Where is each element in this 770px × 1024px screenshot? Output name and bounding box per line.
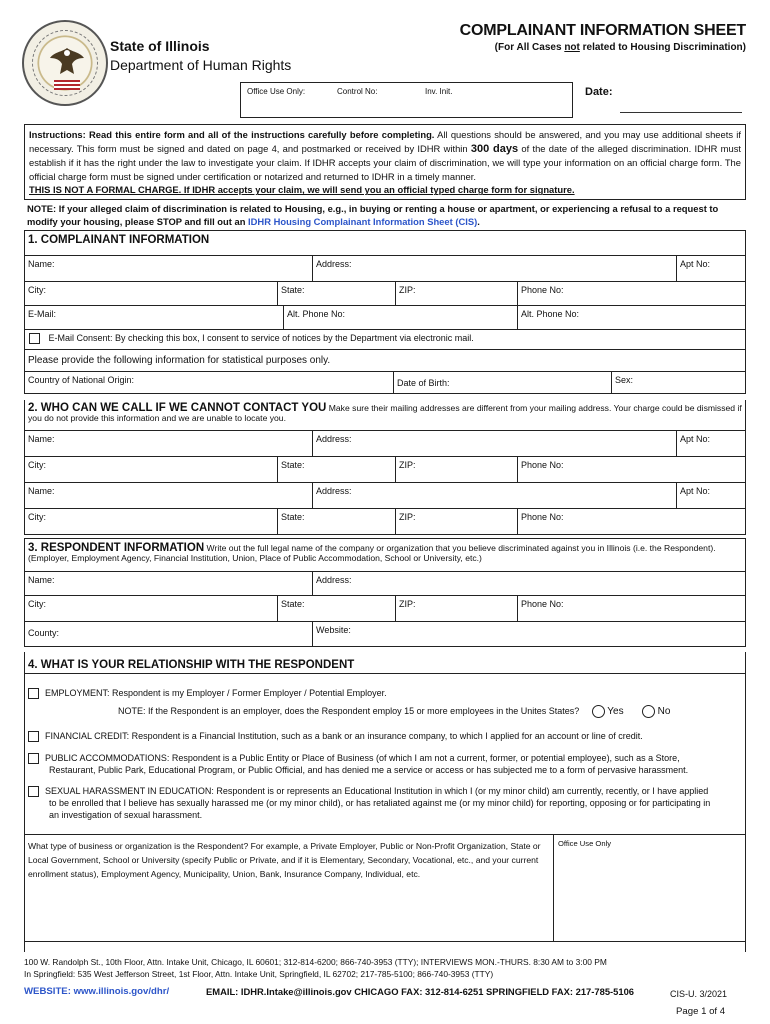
- section-1-grid: [24, 255, 746, 394]
- form-row: [25, 256, 745, 282]
- section-4-header: 4. WHAT IS YOUR RELATIONSHIP WITH THE RESPONDENT: [25, 652, 745, 674]
- financial-option: FINANCIAL CREDIT: Respondent is a Financial Institution, such as a bank or an insurance company, to which I applied for an account or line of credit.: [28, 730, 748, 742]
- respondent-name-field[interactable]: Name:: [28, 575, 55, 585]
- sexual-harassment-checkbox[interactable]: [28, 786, 39, 797]
- form-row: [25, 282, 745, 306]
- form-row: [25, 431, 745, 457]
- form-subtitle: (For All Cases not related to Housing Discrimination): [494, 42, 746, 53]
- dob-field[interactable]: Date of Birth:: [393, 372, 611, 393]
- employment-checkbox[interactable]: [28, 688, 39, 699]
- email-consent-checkbox[interactable]: [29, 333, 40, 344]
- respondent-zip-field[interactable]: ZIP:: [395, 596, 517, 621]
- sex-field[interactable]: Sex:: [611, 372, 746, 393]
- national-origin-field[interactable]: Country of National Origin:: [28, 375, 135, 385]
- form-title: COMPLAINANT INFORMATION SHEET: [459, 22, 746, 39]
- respondent-county-field[interactable]: County:: [28, 628, 60, 638]
- form-row: [25, 596, 745, 622]
- form-row: [25, 457, 745, 483]
- housing-cis-link[interactable]: IDHR Housing Complainant Information Sheet (CIS): [248, 216, 478, 227]
- section-1-header: 1. COMPLAINANT INFORMATION: [24, 230, 746, 258]
- state-field[interactable]: State:: [277, 282, 395, 305]
- section-3-header: 3. RESPONDENT INFORMATION Write out the full legal name of the company or organization that you believe discriminated against you in Illinois (i.e. the Respondent). (Employer, Employment Agency, Financial Institution, Union, Place of Public Accommodation, School or University, etc.): [25, 539, 745, 572]
- respondent-website-field[interactable]: Website:: [312, 622, 746, 646]
- office-use-label: Office Use Only:: [247, 87, 306, 96]
- form-id: CIS-U. 3/2021: [670, 989, 728, 999]
- website-link[interactable]: WEBSITE: www.illinois.gov/dhr/: [24, 986, 170, 997]
- section-2: [24, 400, 746, 535]
- sexual-harassment-option: SEXUAL HARASSMENT IN EDUCATION: Respondent is or represents an Educational Institution in which I (or my minor child) am currently, recently, or I have applied to be enrolled that I believe has sexually harassed me (or my minor child), or has retaliated against me (or my minor child) for reporting, opposing or for participating in an investigation of sexual harassment.: [28, 785, 748, 821]
- state-name: State of Illinois: [110, 38, 210, 54]
- employment-option: EMPLOYMENT: Respondent is my Employer / Former Employer / Potential Employer.: [28, 687, 748, 699]
- form-row: [25, 483, 745, 509]
- contact-info: EMAIL: IDHR.Intake@illinois.gov CHICAGO FAX: 312-814-6251 SPRINGFIELD FAX: 217-785-5106: [206, 986, 635, 997]
- statistical-intro: Please provide the following information for statistical purposes only.: [28, 355, 331, 366]
- employment-note: NOTE: If the Respondent is an employer, does the Respondent employ 15 or more employees in the Unites States? Yes No: [118, 706, 671, 717]
- contact1-name-field[interactable]: Name:: [28, 434, 55, 444]
- office-use-only-box: Office Use Only: [553, 835, 745, 941]
- business-type-box: [24, 834, 746, 942]
- form-row: [25, 622, 745, 647]
- yes-radio[interactable]: [592, 705, 605, 718]
- not-formal-charge-notice: THIS IS NOT A FORMAL CHARGE. If IDHR accepts your claim, we will send you an official typed charge form for signature.: [29, 184, 575, 196]
- contact1-phone-field[interactable]: Phone No:: [517, 457, 746, 482]
- address-field[interactable]: Address:: [312, 256, 676, 281]
- yes-label: Yes: [607, 706, 624, 717]
- inv-init-label: Inv. Init.: [425, 87, 453, 96]
- name-field[interactable]: Name:: [28, 259, 55, 269]
- no-label: No: [657, 706, 671, 717]
- financial-checkbox[interactable]: [28, 731, 39, 742]
- contact1-apt-field[interactable]: Apt No:: [676, 431, 746, 456]
- alt-phone-field[interactable]: Alt. Phone No:: [283, 306, 517, 329]
- form-row: [25, 509, 745, 535]
- apt-field[interactable]: Apt No:: [676, 256, 746, 281]
- contact2-state-field[interactable]: State:: [277, 509, 395, 534]
- zip-field[interactable]: ZIP:: [395, 282, 517, 305]
- instructions-box: Instructions: Read this entire form and all of the instructions carefully before completing. All questions should be answered, and you may use additional sheets if necessary. This form must be signed and dated on page 4, and postmarked or received by IDHR within 300 days of the date of the alleged discrimination. IDHR must establish if it has the right under the law to investigate your claim. If IDHR accepts your claim of discrimination, we will type your information on an official charge form. The official charge form must be signed under certification or notarized and returned to IDHR in a timely manner. THIS IS NOT A FORMAL CHARGE. If IDHR accepts your claim, we will send you an official typed charge form for signature.: [24, 124, 746, 200]
- respondent-state-field[interactable]: State:: [277, 596, 395, 621]
- no-radio[interactable]: [642, 705, 655, 718]
- respondent-phone-field[interactable]: Phone No:: [517, 596, 746, 621]
- contact2-city-field[interactable]: City:: [28, 512, 46, 522]
- contact2-zip-field[interactable]: ZIP:: [395, 509, 517, 534]
- contact2-address-field[interactable]: Address:: [312, 483, 676, 508]
- contact2-name-field[interactable]: Name:: [28, 486, 55, 496]
- contact1-city-field[interactable]: City:: [28, 460, 46, 470]
- control-no-label: Control No:: [337, 87, 378, 96]
- springfield-address: In Springfield: 535 West Jefferson Street, 1st Floor, Attn. Intake Unit, Springfield, IL 62702; 217-785-5100; 866-740-3953 (TTY): [24, 969, 494, 979]
- office-use-box: [240, 82, 573, 118]
- page-number: Page 1 of 4: [676, 1006, 726, 1017]
- section-2-header: 2. WHO CAN WE CALL IF WE CANNOT CONTACT YOU Make sure their mailing addresses are different from your mailing address. Your charge could be dismissed if you do not provide this information and we are unable to locate you.: [25, 400, 745, 431]
- respondent-city-field[interactable]: City:: [28, 599, 46, 609]
- department-name: Department of Human Rights: [110, 57, 292, 73]
- city-field[interactable]: City:: [28, 285, 46, 295]
- housing-note: NOTE: If your alleged claim of discrimination is related to Housing, e.g., in buying or renting a house or apartment, or experiencing a refusal to a request to modify your housing, please STOP and fill out an IDHR Housing Complainant Information Sheet (CIS).: [27, 203, 719, 227]
- eagle-icon: [48, 44, 86, 80]
- public-accommodations-option: PUBLIC ACCOMMODATIONS: Respondent is a Public Entity or Place of Business (of which I am not a current, former, or potential employee), such as a Store, Restaurant, Public Park, Educational Program, or Public Official, and has denied me a service or access or has subjected me to a form of pervasive harassment.: [28, 752, 748, 776]
- form-row: [25, 572, 745, 596]
- date-field[interactable]: [620, 112, 742, 113]
- email-field[interactable]: E-Mail:: [28, 309, 57, 319]
- contact2-apt-field[interactable]: Apt No:: [676, 483, 746, 508]
- form-row: [25, 306, 745, 330]
- public-accommodations-checkbox[interactable]: [28, 753, 39, 764]
- email-consent-label: E-Mail Consent: By checking this box, I consent to service of notices by the Department via electronic mail.: [48, 333, 474, 343]
- phone-field[interactable]: Phone No:: [517, 282, 746, 305]
- date-label: Date:: [585, 86, 613, 98]
- stat-intro-row: [25, 350, 745, 372]
- respondent-address-field[interactable]: Address:: [312, 572, 746, 595]
- alt-phone-2-field[interactable]: Alt. Phone No:: [517, 306, 746, 329]
- contact1-address-field[interactable]: Address:: [312, 431, 676, 456]
- contact2-phone-field[interactable]: Phone No:: [517, 509, 746, 534]
- chicago-address: 100 W. Randolph St., 10th Floor, Attn. Intake Unit, Chicago, IL 60601; 312-814-6200; 866-740-3953 (TTY); INTERVIEWS MON.-THURS. 8:30 AM to 3:00 PM: [24, 957, 607, 967]
- contact1-state-field[interactable]: State:: [277, 457, 395, 482]
- state-seal: [22, 20, 108, 106]
- business-type-field[interactable]: What type of business or organization is the Respondent? For example, a Private Employer, Public or Non-Profit Organization, State or Local Government, School or University (specify Public or Private, and if it is Elementary, Secondary, Vocational, etc., and your current enrollment status), Employment Agency, Municipality, Union, Bank, Insurance Company, Individual, etc.: [28, 841, 541, 879]
- section-3: [24, 538, 746, 647]
- form-row: [25, 372, 745, 394]
- contact1-zip-field[interactable]: ZIP:: [395, 457, 517, 482]
- consent-row: [25, 330, 745, 350]
